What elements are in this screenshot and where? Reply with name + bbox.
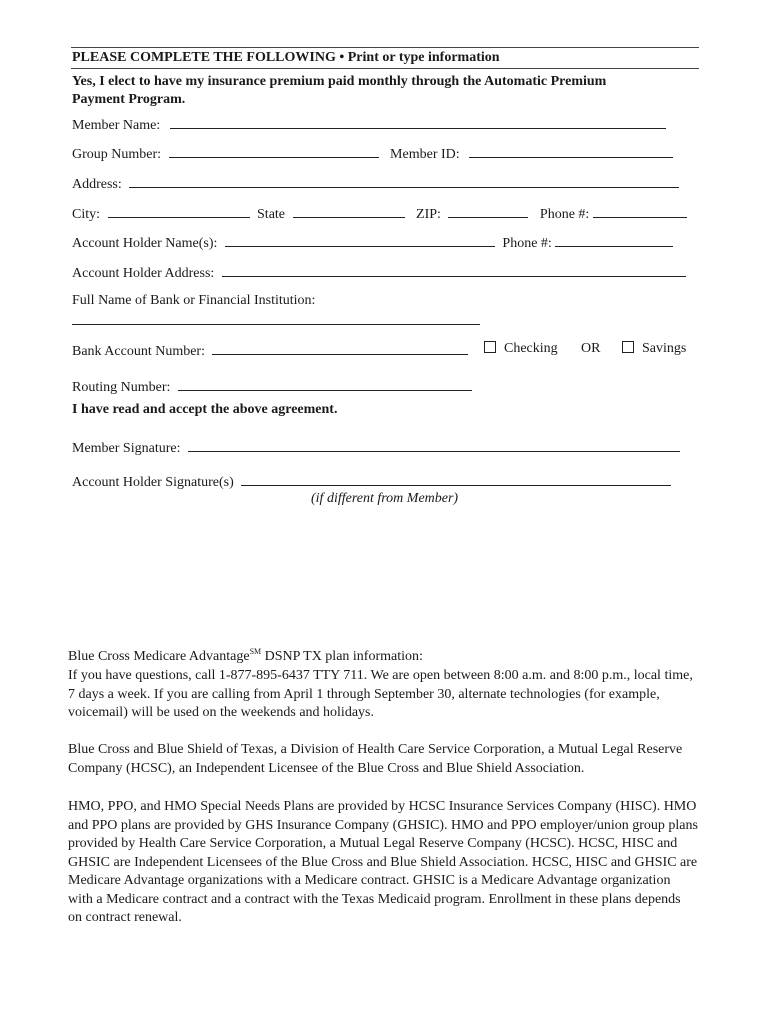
bank-account-label: Bank Account Number: [72, 344, 205, 359]
questions-paragraph: If you have questions, call 1-877-895-6437 TTY 711. We are open between 8:00 a.m. and 8:00 p.m., local time, 7 days a week. If you are calling from April 1 through September 30, alternate technologies (for example, voicemail) will be used on the weekends and holidays. [68, 668, 693, 720]
bank-name-label: Full Name of Bank or Financial Institution: [72, 293, 316, 308]
account-holder-address-row [72, 263, 686, 282]
zip-field[interactable] [448, 204, 528, 218]
member-signature-row [72, 438, 680, 457]
service-mark: SM [249, 647, 262, 656]
phone-label: Phone #: [539, 207, 590, 222]
zip-label: ZIP: [416, 207, 441, 222]
savings-checkbox[interactable] [622, 341, 634, 353]
bank-account-field[interactable] [212, 341, 468, 355]
member-name-row [72, 115, 666, 134]
hmo-ppo-paragraph: HMO, PPO, and HMO Special Needs Plans are provided by HCSC Insurance Services Company (HISC). HMO and PPO plans are provided by GHS Insurance Company (GHSIC). HMO and PPO employer/union group plans provided by Health Care Service Corporation, a Mutual Legal Reserve Company (HCSC). HCSC, HISC and GHSIC are Independent Licensees of the Blue Cross and Blue Shield Association. HCSC, HISC and GHSIC are Medicare Advantage organizations with a Medicare contract. GHSIC is a Medicare Advantage organization with a Medicare contract and a contract with the Texas Medicaid program. Enrollment in these plans depends on contract renewal. [68, 799, 698, 925]
account-holder-names-field[interactable] [225, 233, 495, 247]
bank-name-field[interactable] [72, 324, 480, 325]
address-row [72, 174, 679, 193]
city-state-zip-row [72, 204, 687, 223]
election-text-line2: Payment Program. [72, 92, 186, 107]
agreement-text: I have read and accept the above agreement. [72, 402, 338, 417]
checking-checkbox[interactable] [484, 341, 496, 353]
or-label: OR [581, 341, 601, 356]
election-text-line1: Yes, I elect to have my insurance premium paid monthly through the Automatic Premium [72, 74, 607, 89]
plan-info-heading [68, 648, 698, 667]
member-signature-label: Member Signature: [72, 441, 181, 456]
routing-field[interactable] [178, 377, 472, 391]
account-holder-phone-label: Phone #: [502, 236, 552, 251]
savings-label: Savings [642, 341, 687, 356]
state-field[interactable] [293, 204, 405, 218]
account-holder-row [72, 233, 673, 252]
account-holder-signature-label: Account Holder Signature(s) [72, 475, 234, 490]
routing-row [72, 377, 472, 396]
group-number-label: Group Number: [72, 147, 162, 162]
member-signature-field[interactable] [188, 438, 680, 452]
plan-name: Blue Cross Medicare Advantage [68, 649, 250, 664]
phone-field[interactable] [593, 204, 687, 218]
plan-info-suffix: DSNP TX plan information: [261, 649, 423, 664]
form-header: PLEASE COMPLETE THE FOLLOWING • Print or type information [72, 50, 500, 65]
bcbs-paragraph: Blue Cross and Blue Shield of Texas, a Division of Health Care Service Corporation, a Mutual Legal Reserve Company (HCSC), an Independent Licensee of the Blue Cross and Blue Shield Association. [68, 742, 683, 776]
account-holder-phone-field[interactable] [555, 233, 673, 247]
member-name-label: Member Name: [72, 118, 161, 133]
address-field[interactable] [129, 174, 679, 188]
member-id-label: Member ID: [390, 147, 460, 162]
checking-option[interactable] [484, 341, 558, 357]
savings-option[interactable] [622, 341, 686, 357]
top-rule [71, 47, 699, 48]
member-name-field[interactable] [170, 115, 666, 129]
group-member-row [72, 144, 673, 163]
state-label: State [257, 207, 286, 222]
checking-label: Checking [504, 341, 558, 356]
account-holder-signature-field[interactable] [241, 472, 671, 486]
address-label: Address: [72, 177, 122, 192]
header-rule [71, 68, 699, 69]
member-id-field[interactable] [469, 144, 673, 158]
city-label: City: [72, 207, 101, 222]
group-number-field[interactable] [169, 144, 379, 158]
account-holder-address-label: Account Holder Address: [72, 266, 215, 281]
account-holder-signature-row [72, 472, 671, 491]
bank-account-row [72, 341, 468, 360]
account-holder-address-field[interactable] [222, 263, 686, 277]
city-field[interactable] [108, 204, 250, 218]
routing-label: Routing Number: [72, 380, 171, 395]
if-different-note: (if different from Member) [311, 491, 459, 506]
account-holder-names-label: Account Holder Name(s): [72, 236, 218, 251]
